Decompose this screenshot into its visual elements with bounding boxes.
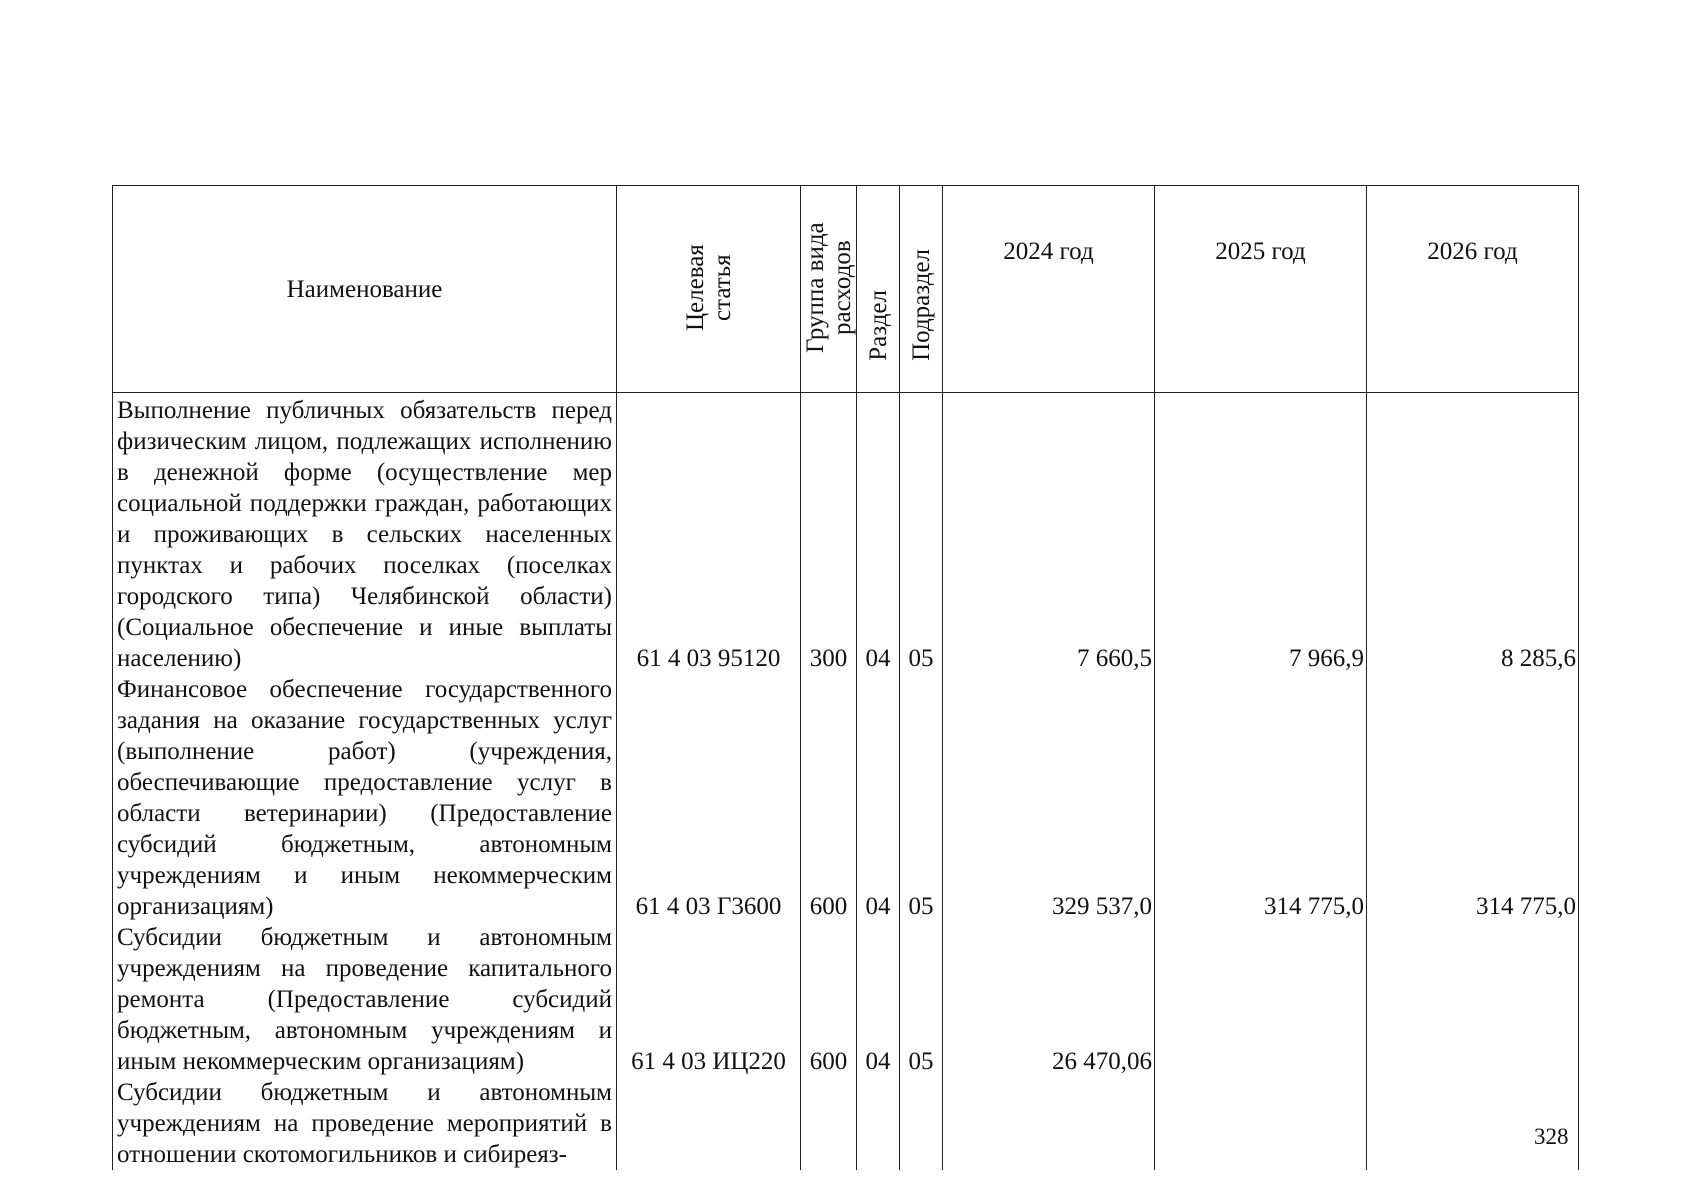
row-value-2024: 329 537,0 bbox=[943, 674, 1155, 922]
row-value-2024 bbox=[943, 1077, 1155, 1170]
row-subsection: 05 bbox=[900, 922, 943, 1077]
header-2026: 2026 год bbox=[1367, 186, 1579, 393]
row-subsection bbox=[900, 1077, 943, 1170]
row-value-2026 bbox=[1367, 922, 1579, 1077]
row-expense-group: 300 bbox=[801, 393, 857, 675]
row-target-article: 61 4 03 95120 bbox=[617, 393, 801, 675]
header-section: Раздел bbox=[857, 186, 900, 393]
page-number: 328 bbox=[1534, 1124, 1569, 1149]
row-value-2025: 314 775,0 bbox=[1155, 674, 1367, 922]
row-name: Субсидии бюджетным и автономным учреждениям на проведение капитального ремонта (Предоставление субсидий бюджетным, автономным учреждениям и иным некоммерческим организациям) bbox=[113, 922, 617, 1077]
table-row bbox=[113, 674, 1579, 922]
row-name: Выполнение публичных обязательств перед физическим лицом, подлежащих исполнению в денежной форме (осуществление мер социальной поддержки граждан, работающих и проживающих в сельских населенных пунктах и рабочих поселках (поселках городского типа) Челябинской области) (Социальное обеспечение и иные выплаты населению) bbox=[113, 393, 617, 675]
row-value-2025 bbox=[1155, 922, 1367, 1077]
row-expense-group: 600 bbox=[801, 674, 857, 922]
row-expense-group: 600 bbox=[801, 922, 857, 1077]
header-2025: 2025 год bbox=[1155, 186, 1367, 393]
header-name: Наименование bbox=[113, 186, 617, 393]
row-value-2025 bbox=[1155, 1077, 1367, 1170]
row-target-article: 61 4 03 Г3600 bbox=[617, 674, 801, 922]
table-row bbox=[113, 922, 1579, 1077]
budget-table bbox=[112, 185, 1579, 1170]
table-header-row bbox=[113, 186, 1579, 393]
row-subsection: 05 bbox=[900, 674, 943, 922]
header-subsection: Подраздел bbox=[900, 186, 943, 393]
row-section: 04 bbox=[857, 393, 900, 675]
row-value-2024: 7 660,5 bbox=[943, 393, 1155, 675]
row-value-2025: 7 966,9 bbox=[1155, 393, 1367, 675]
row-expense-group bbox=[801, 1077, 857, 1170]
table-row bbox=[113, 393, 1579, 675]
row-name: Субсидии бюджетным и автономным учреждениям на проведение мероприятий в отношении скотомогильников и сибиреяз- bbox=[113, 1077, 617, 1170]
row-section: 04 bbox=[857, 674, 900, 922]
row-value-2026: 8 285,6 bbox=[1367, 393, 1579, 675]
table-row bbox=[113, 1077, 1579, 1170]
row-section bbox=[857, 1077, 900, 1170]
row-name: Финансовое обеспечение государственного задания на оказание государственных услуг (выполнение работ) (учреждения, обеспечивающие предоставление услуг в области ветеринарии) (Предоставление субсидий бюджетным, автономным учреждениям и иным некоммерческим организациям) bbox=[113, 674, 617, 922]
row-target-article: 61 4 03 ИЦ220 bbox=[617, 922, 801, 1077]
row-subsection: 05 bbox=[900, 393, 943, 675]
header-2024: 2024 год bbox=[943, 186, 1155, 393]
row-section: 04 bbox=[857, 922, 900, 1077]
row-value-2024: 26 470,06 bbox=[943, 922, 1155, 1077]
row-value-2026: 314 775,0 bbox=[1367, 674, 1579, 922]
row-target-article bbox=[617, 1077, 801, 1170]
header-expense-group: Группа вида расходов bbox=[801, 186, 857, 393]
header-target-article: Целевая статья bbox=[617, 186, 801, 393]
